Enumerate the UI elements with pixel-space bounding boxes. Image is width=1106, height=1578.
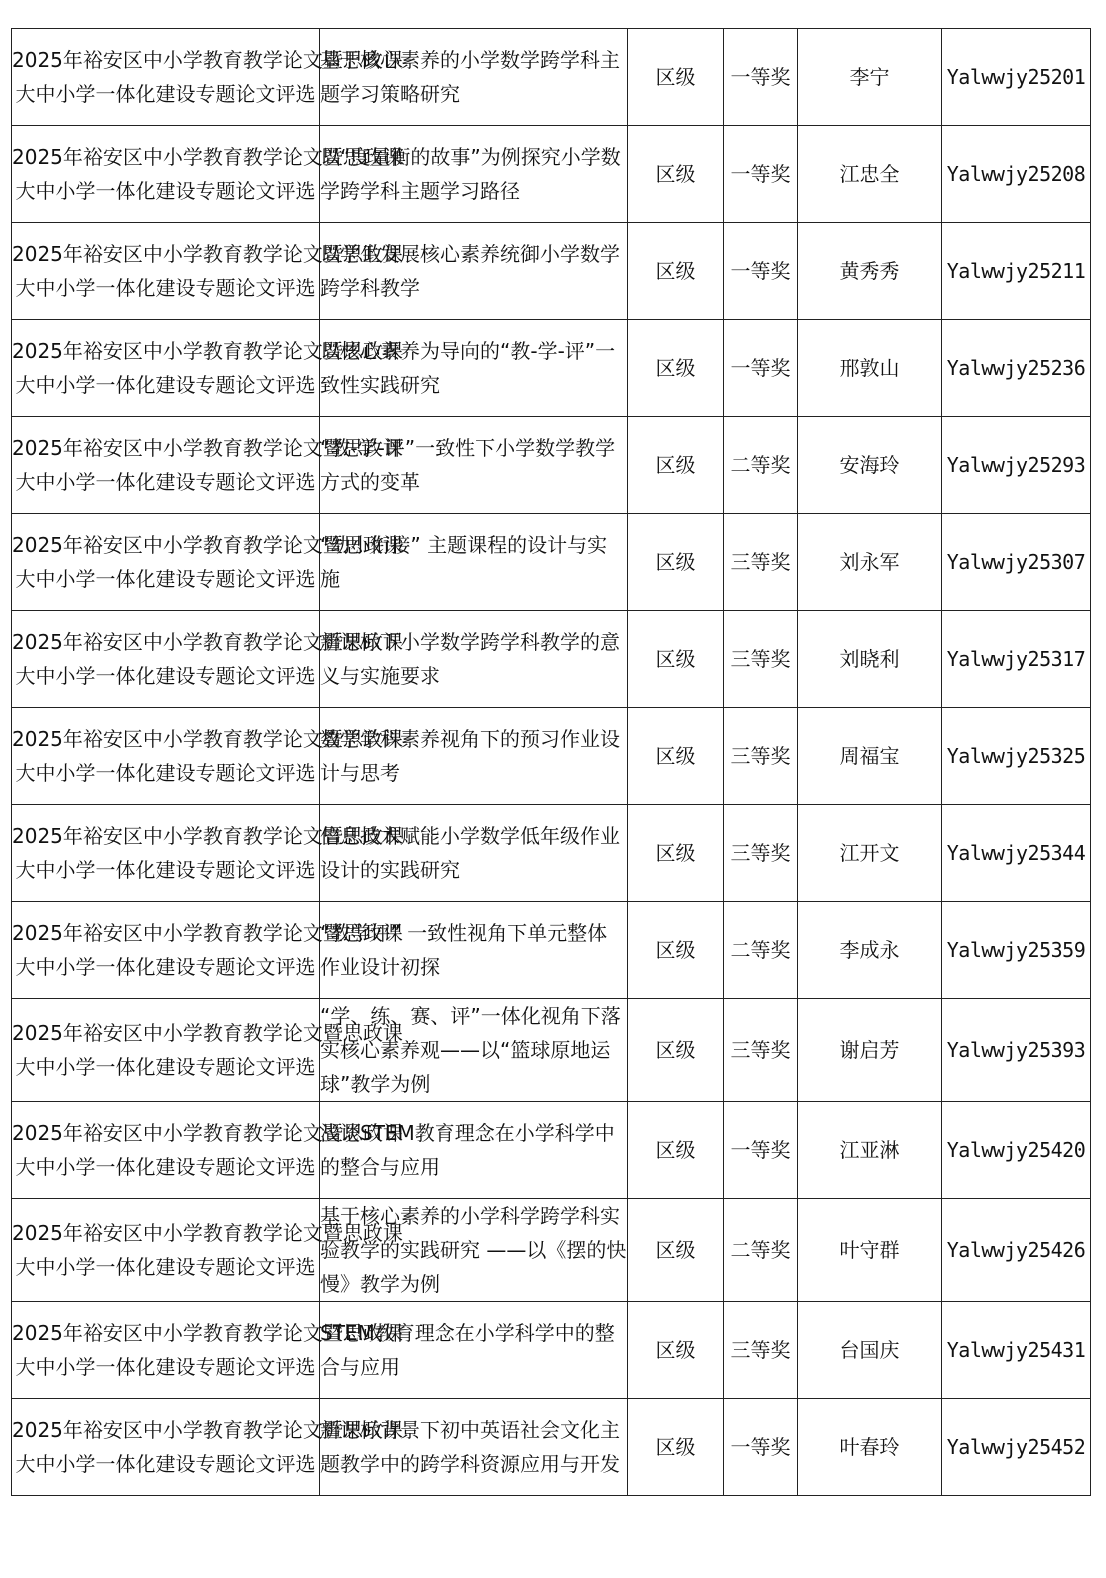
event-name-line-2: 大中小学一体化建设专题论文评选 [15, 82, 316, 106]
event-cell [12, 611, 403, 708]
table-row [12, 708, 1091, 805]
award-grade-cell: 三等奖 [724, 805, 798, 902]
level-cell: 区级 [628, 514, 724, 611]
table-row [12, 999, 1091, 1102]
paper-title-cell: 以“度量衡的故事”为例探究小学数学跨学科主题学习路径 [320, 126, 628, 223]
certificate-code-cell: Yalwwjy25236 [942, 320, 1091, 417]
table-row [12, 320, 1091, 417]
author-cell: 邢敦山 [798, 320, 942, 417]
certificate-code-cell: Yalwwjy25211 [942, 223, 1091, 320]
level-cell: 区级 [628, 1199, 724, 1302]
event-cell [12, 514, 403, 611]
event-name-line-2: 大中小学一体化建设专题论文评选 [15, 1355, 316, 1379]
table-row [12, 1399, 1091, 1496]
paper-title-cell: 浅谈STEM教育理念在小学科学中的整合与应用 [320, 1102, 628, 1199]
author-cell: 周福宝 [798, 708, 942, 805]
level-cell: 区级 [628, 999, 724, 1102]
event-name-line-1: 2025年裕安区中小学教育教学论文暨思政课 [12, 1221, 403, 1245]
certificate-code-cell: Yalwwjy25201 [942, 29, 1091, 126]
event-name-line-2: 大中小学一体化建设专题论文评选 [15, 567, 316, 591]
event-cell [12, 708, 403, 805]
event-name-line-2: 大中小学一体化建设专题论文评选 [15, 470, 316, 494]
event-name-line-1: 2025年裕安区中小学教育教学论文暨思政课 [12, 1321, 403, 1345]
award-grade-cell: 三等奖 [724, 514, 798, 611]
certificate-code-cell: Yalwwjy25307 [942, 514, 1091, 611]
award-grade-cell: 一等奖 [724, 126, 798, 223]
event-name-line-1: 2025年裕安区中小学教育教学论文暨思政课 [12, 145, 403, 169]
event-cell [12, 223, 403, 320]
event-name-line-1: 2025年裕安区中小学教育教学论文暨思政课 [12, 727, 403, 751]
author-cell: 江忠全 [798, 126, 942, 223]
author-cell: 江开文 [798, 805, 942, 902]
award-grade-cell: 三等奖 [724, 708, 798, 805]
level-cell: 区级 [628, 320, 724, 417]
event-name-line-1: 2025年裕安区中小学教育教学论文暨思政课 [12, 1021, 403, 1045]
event-name-line-2: 大中小学一体化建设专题论文评选 [15, 761, 316, 785]
paper-title-cell: 新课标下小学数学跨学科教学的意义与实施要求 [320, 611, 628, 708]
level-cell: 区级 [628, 1102, 724, 1199]
award-grade-cell: 三等奖 [724, 1302, 798, 1399]
paper-title-cell: 基于核心素养的小学科学跨学科实验教学的实践研究 ——以《摆的快慢》教学为例 [320, 1199, 628, 1302]
event-cell [12, 1399, 403, 1496]
certificate-code-cell: Yalwwjy25431 [942, 1302, 1091, 1399]
event-name-line-2: 大中小学一体化建设专题论文评选 [15, 373, 316, 397]
event-name-line-2: 大中小学一体化建设专题论文评选 [15, 1055, 316, 1079]
table-row [12, 1102, 1091, 1199]
award-table-body [12, 29, 1091, 1496]
event-name-line-1: 2025年裕安区中小学教育教学论文暨思政课 [12, 1418, 403, 1442]
certificate-code-cell: Yalwwjy25344 [942, 805, 1091, 902]
table-row [12, 126, 1091, 223]
event-name-line-1: 2025年裕安区中小学教育教学论文暨思政课 [12, 48, 403, 72]
award-grade-cell: 一等奖 [724, 320, 798, 417]
author-cell: 安海玲 [798, 417, 942, 514]
level-cell: 区级 [628, 611, 724, 708]
event-cell [12, 1302, 403, 1399]
event-name-line-1: 2025年裕安区中小学教育教学论文暨思政课 [12, 242, 403, 266]
certificate-code-cell: Yalwwjy25325 [942, 708, 1091, 805]
event-name-line-1: 2025年裕安区中小学教育教学论文暨思政课 [12, 921, 403, 945]
event-name-line-2: 大中小学一体化建设专题论文评选 [15, 276, 316, 300]
author-cell: 谢启芳 [798, 999, 942, 1102]
event-name-line-1: 2025年裕安区中小学教育教学论文暨思政课 [12, 824, 403, 848]
level-cell: 区级 [628, 29, 724, 126]
award-grade-cell: 一等奖 [724, 1399, 798, 1496]
award-list-page [11, 28, 1090, 1496]
table-row [12, 1302, 1091, 1399]
table-row [12, 902, 1091, 999]
author-cell: 叶春玲 [798, 1399, 942, 1496]
level-cell: 区级 [628, 126, 724, 223]
certificate-code-cell: Yalwwjy25208 [942, 126, 1091, 223]
event-name-line-2: 大中小学一体化建设专题论文评选 [15, 955, 316, 979]
event-cell [12, 999, 403, 1102]
event-name-line-1: 2025年裕安区中小学教育教学论文暨思政课 [12, 1121, 403, 1145]
event-name-line-2: 大中小学一体化建设专题论文评选 [15, 1452, 316, 1476]
author-cell: 李宁 [798, 29, 942, 126]
table-row [12, 805, 1091, 902]
paper-title-cell: 数学学科素养视角下的预习作业设计与思考 [320, 708, 628, 805]
table-row [12, 223, 1091, 320]
level-cell: 区级 [628, 1302, 724, 1399]
certificate-code-cell: Yalwwjy25393 [942, 999, 1091, 1102]
level-cell: 区级 [628, 223, 724, 320]
event-cell [12, 1102, 403, 1199]
paper-title-cell: “学、练、赛、评”一体化视角下落实核心素养观——以“篮球原地运球”教学为例 [320, 999, 628, 1102]
paper-title-cell: 信息技术赋能小学数学低年级作业设计的实践研究 [320, 805, 628, 902]
event-cell [12, 1199, 403, 1302]
event-cell [12, 805, 403, 902]
event-name-line-2: 大中小学一体化建设专题论文评选 [15, 664, 316, 688]
author-cell: 叶守群 [798, 1199, 942, 1302]
event-name-line-2: 大中小学一体化建设专题论文评选 [15, 1155, 316, 1179]
table-row [12, 611, 1091, 708]
certificate-code-cell: Yalwwjy25359 [942, 902, 1091, 999]
award-grade-cell: 一等奖 [724, 1102, 798, 1199]
paper-title-cell: “教学评” 一致性视角下单元整体作业设计初探 [320, 902, 628, 999]
paper-title-cell: 新课标背景下初中英语社会文化主题教学中的跨学科资源应用与开发 [320, 1399, 628, 1496]
level-cell: 区级 [628, 1399, 724, 1496]
author-cell: 黄秀秀 [798, 223, 942, 320]
event-name-line-2: 大中小学一体化建设专题论文评选 [15, 179, 316, 203]
author-cell: 江亚淋 [798, 1102, 942, 1199]
author-cell: 刘永军 [798, 514, 942, 611]
event-cell [12, 902, 403, 999]
certificate-code-cell: Yalwwjy25293 [942, 417, 1091, 514]
event-cell [12, 29, 403, 126]
event-name-line-1: 2025年裕安区中小学教育教学论文暨思政课 [12, 339, 403, 363]
author-cell: 刘晓利 [798, 611, 942, 708]
paper-title-cell: 基于核心素养的小学数学跨学科主题学习策略研究 [320, 29, 628, 126]
event-cell [12, 417, 403, 514]
author-cell: 李成永 [798, 902, 942, 999]
event-name-line-2: 大中小学一体化建设专题论文评选 [15, 1255, 316, 1279]
level-cell: 区级 [628, 417, 724, 514]
certificate-code-cell: Yalwwjy25452 [942, 1399, 1091, 1496]
award-grade-cell: 二等奖 [724, 902, 798, 999]
award-table [11, 28, 1091, 1496]
table-row [12, 514, 1091, 611]
event-name-line-1: 2025年裕安区中小学教育教学论文暨思政课 [12, 630, 403, 654]
award-grade-cell: 一等奖 [724, 223, 798, 320]
award-grade-cell: 二等奖 [724, 417, 798, 514]
event-cell [12, 320, 403, 417]
event-name-line-2: 大中小学一体化建设专题论文评选 [15, 858, 316, 882]
award-grade-cell: 一等奖 [724, 29, 798, 126]
paper-title-cell: “教-学-评”一致性下小学数学教学方式的变革 [320, 417, 628, 514]
certificate-code-cell: Yalwwjy25317 [942, 611, 1091, 708]
table-row [12, 1199, 1091, 1302]
author-cell: 台国庆 [798, 1302, 942, 1399]
table-row [12, 417, 1091, 514]
level-cell: 区级 [628, 805, 724, 902]
table-row [12, 29, 1091, 126]
event-name-line-1: 2025年裕安区中小学教育教学论文暨思政课 [12, 436, 403, 460]
level-cell: 区级 [628, 902, 724, 999]
certificate-code-cell: Yalwwjy25420 [942, 1102, 1091, 1199]
certificate-code-cell: Yalwwjy25426 [942, 1199, 1091, 1302]
award-grade-cell: 三等奖 [724, 611, 798, 708]
level-cell: 区级 [628, 708, 724, 805]
paper-title-cell: “幼小衔接” 主题课程的设计与实施 [320, 514, 628, 611]
paper-title-cell: 以核心素养为导向的“教-学-评”一致性实践研究 [320, 320, 628, 417]
event-name-line-1: 2025年裕安区中小学教育教学论文暨思政课 [12, 533, 403, 557]
paper-title-cell: STEM教育理念在小学科学中的整合与应用 [320, 1302, 628, 1399]
award-grade-cell: 三等奖 [724, 999, 798, 1102]
award-grade-cell: 二等奖 [724, 1199, 798, 1302]
event-cell [12, 126, 403, 223]
paper-title-cell: 以学生发展核心素养统御小学数学跨学科教学 [320, 223, 628, 320]
